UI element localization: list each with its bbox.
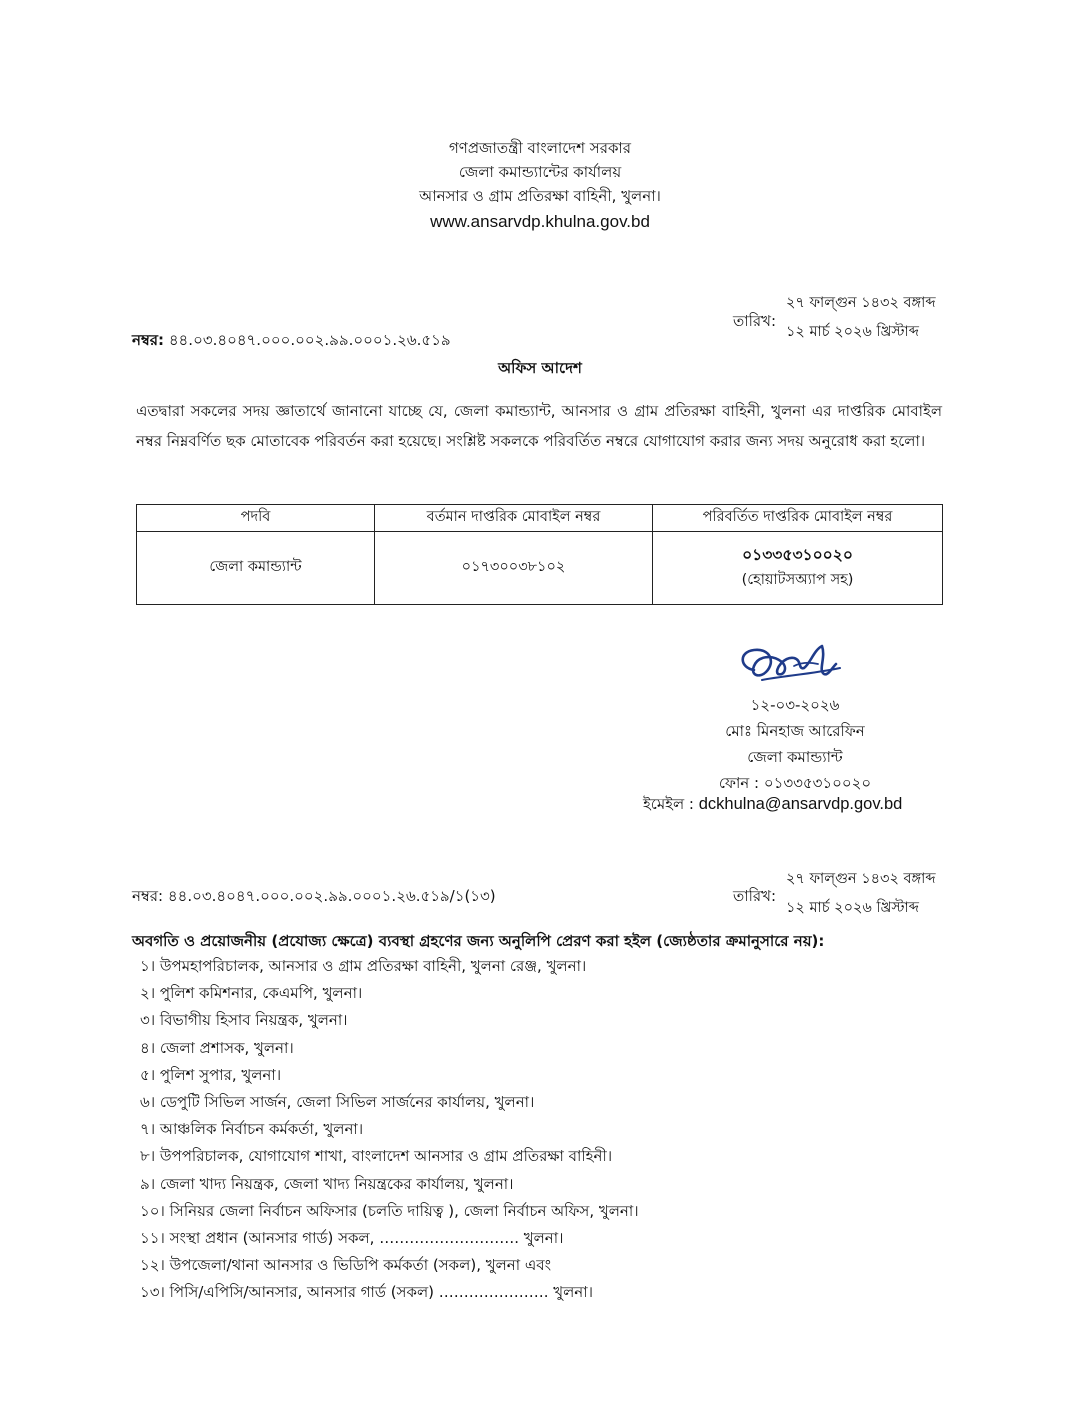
copy-date-bangla: ২৭ ফাল্গুন ১৪৩২ বঙ্গাব্দ xyxy=(786,871,936,887)
signature-scribble xyxy=(732,640,852,688)
list-item: ২। পুলিশ কমিশনার, কেএমপি, খুলনা। xyxy=(140,984,363,1003)
table-header: পরিবর্তিত দাপ্তরিক মোবাইল নম্বর xyxy=(653,505,943,532)
government-name: গণপ্রজাতন্ত্রী বাংলাদেশ সরকার xyxy=(448,139,632,157)
email-address[interactable]: dckhulna@ansarvdp.gov.bd xyxy=(698,795,903,813)
phone-number: ০১৩৩৫৩১০০২০ xyxy=(763,774,872,792)
list-item: ১। উপমহাপরিচালক, আনসার ও গ্রাম প্রতিরক্ষা বাহিনী, খুলনা রেঞ্জ, খুলনা। xyxy=(140,957,587,975)
order-body: এতদ্বারা সকলের সদয় জ্ঞাতার্থে জানানো যাচ্ছে যে, জেলা কমান্ড্যান্ট, আনসার ও গ্রাম প্রতিরক্ষা বাহিনী, খুলনা এর দাপ্তরিক মোবাইল নম্বর নিম্নবর্ণিত ছক মোতাবেক পরিবর্তন করা হয়েছে। সংশ্লিষ্ট সকলকে পরিবর্তিত নম্বরে যোগাযোগ করার জন্য সদয় অনুরোধ করা হলো। xyxy=(136,402,942,450)
website-link[interactable]: www.ansarvdp.khulna.gov.bd xyxy=(430,212,650,231)
signatory-email xyxy=(643,793,902,818)
memo-number-label: নম্বর: xyxy=(132,331,165,349)
list-item: ১১। সংস্থা প্রধান (আনসার গার্ড) সকল, ………………………. খুলনা। xyxy=(140,1229,564,1248)
list-item: ১২। উপজেলা/থানা আনসার ও ভিডিপি কর্মকর্তা (সকল), খুলনা এবং xyxy=(140,1256,552,1275)
office-name: জেলা কমান্ড্যান্টের কার্যালয় xyxy=(458,163,622,181)
new-number-note: (হোয়াটসঅ্যাপ সহ) xyxy=(741,572,854,588)
copy-number xyxy=(132,885,496,910)
recipient-list xyxy=(140,953,1040,1307)
copy-date xyxy=(786,868,936,919)
memo-number xyxy=(132,329,451,354)
new-number: ০১৩৩৫৩১০০২০ xyxy=(742,546,853,564)
list-item: ১০। সিনিয়র জেলা নির্বাচন অফিসার (চলতি দায়িত্ব ), জেলা নির্বাচন অফিস, খুলনা। xyxy=(140,1201,639,1220)
memo-date-label: তারিখ: xyxy=(733,312,777,330)
signatory-designation: জেলা কমান্ড্যান্ট xyxy=(747,748,843,766)
table-header: বর্তমান দাপ্তরিক মোবাইল নম্বর xyxy=(375,505,653,532)
memo-date-bangla: ২৭ ফাল্গুন ১৪৩২ বঙ্গাব্দ xyxy=(786,295,936,311)
office-header xyxy=(0,136,1080,234)
table-row xyxy=(137,532,943,605)
phone-label: ফোন : xyxy=(718,774,760,792)
list-item: ৩। বিভাগীয় হিসাব নিয়ন্ত্রক, খুলনা। xyxy=(140,1011,348,1030)
copy-number-value: ৪৪.০৩.৪০৪৭.০০০.০০২.৯৯.০০০১.২৬.৫১৯/১(১৩) xyxy=(167,887,496,905)
list-item: ৬। ডেপুটি সিভিল সার্জন, জেলা সিভিল সার্জনের কার্যালয়, খুলনা। xyxy=(140,1093,535,1112)
signature-block xyxy=(660,692,930,796)
list-item: ১৩। পিসি/এপিসি/আনসার, আনসার গার্ড (সকল) …………………. খুলনা। xyxy=(140,1283,593,1302)
memo-number-value: ৪৪.০৩.৪০৪৭.০০০.০০২.৯৯.০০০১.২৬.৫১৯ xyxy=(168,331,451,349)
signature-date: ১২-০৩-২০২৬ xyxy=(750,696,840,714)
memo-date xyxy=(786,292,936,343)
list-item: ৭। আঞ্চলিক নির্বাচন কর্মকর্তা, খুলনা। xyxy=(140,1120,364,1139)
table-header: পদবি xyxy=(137,505,375,532)
table-cell-current-number: ০১৭৩০০৩৮১০২ xyxy=(375,532,653,605)
list-item: ৮। উপপরিচালক, যোগাযোগ শাখা, বাংলাদেশ আনসার ও গ্রাম প্রতিরক্ষা বাহিনী। xyxy=(140,1147,613,1166)
copy-date-english: ১২ মার্চ ২০২৬ খ্রিস্টাব্দ xyxy=(786,900,919,916)
list-item: ৯। জেলা খাদ্য নিয়ন্ত্রক, জেলা খাদ্য নিয়ন্ত্রকের কার্যালয়, খুলনা। xyxy=(140,1174,514,1193)
organization-name: আনসার ও গ্রাম প্রতিরক্ষা বাহিনী, খুলনা। xyxy=(419,187,661,205)
signatory-name: মোঃ মিনহাজ আরেফিন xyxy=(725,722,865,740)
table-cell-designation: জেলা কমান্ড্যান্ট xyxy=(137,532,375,605)
copy-date-label: তারিখ: xyxy=(733,887,777,905)
table-header-row xyxy=(137,505,943,532)
list-item: ৫। পুলিশ সুপার, খুলনা। xyxy=(140,1065,282,1084)
list-item: ৪। জেলা প্রশাসক, খুলনা। xyxy=(140,1038,294,1057)
order-title: অফিস আদেশ xyxy=(498,359,582,377)
table-cell-new-number xyxy=(653,532,943,605)
email-label: ইমেইল : xyxy=(643,795,694,813)
mobile-number-table xyxy=(136,504,943,605)
copy-heading: অবগতি ও প্রয়োজনীয় (প্রযোজ্য ক্ষেত্রে) ব্যবস্থা গ্রহণের জন্য অনুলিপি প্রেরণ করা হইল (জ্যেষ্ঠতার ক্রমানুসারে নয়): xyxy=(132,932,825,950)
copy-number-label: নম্বর: xyxy=(132,887,164,905)
memo-date-english: ১২ মার্চ ২০২৬ খ্রিস্টাব্দ xyxy=(786,324,919,340)
